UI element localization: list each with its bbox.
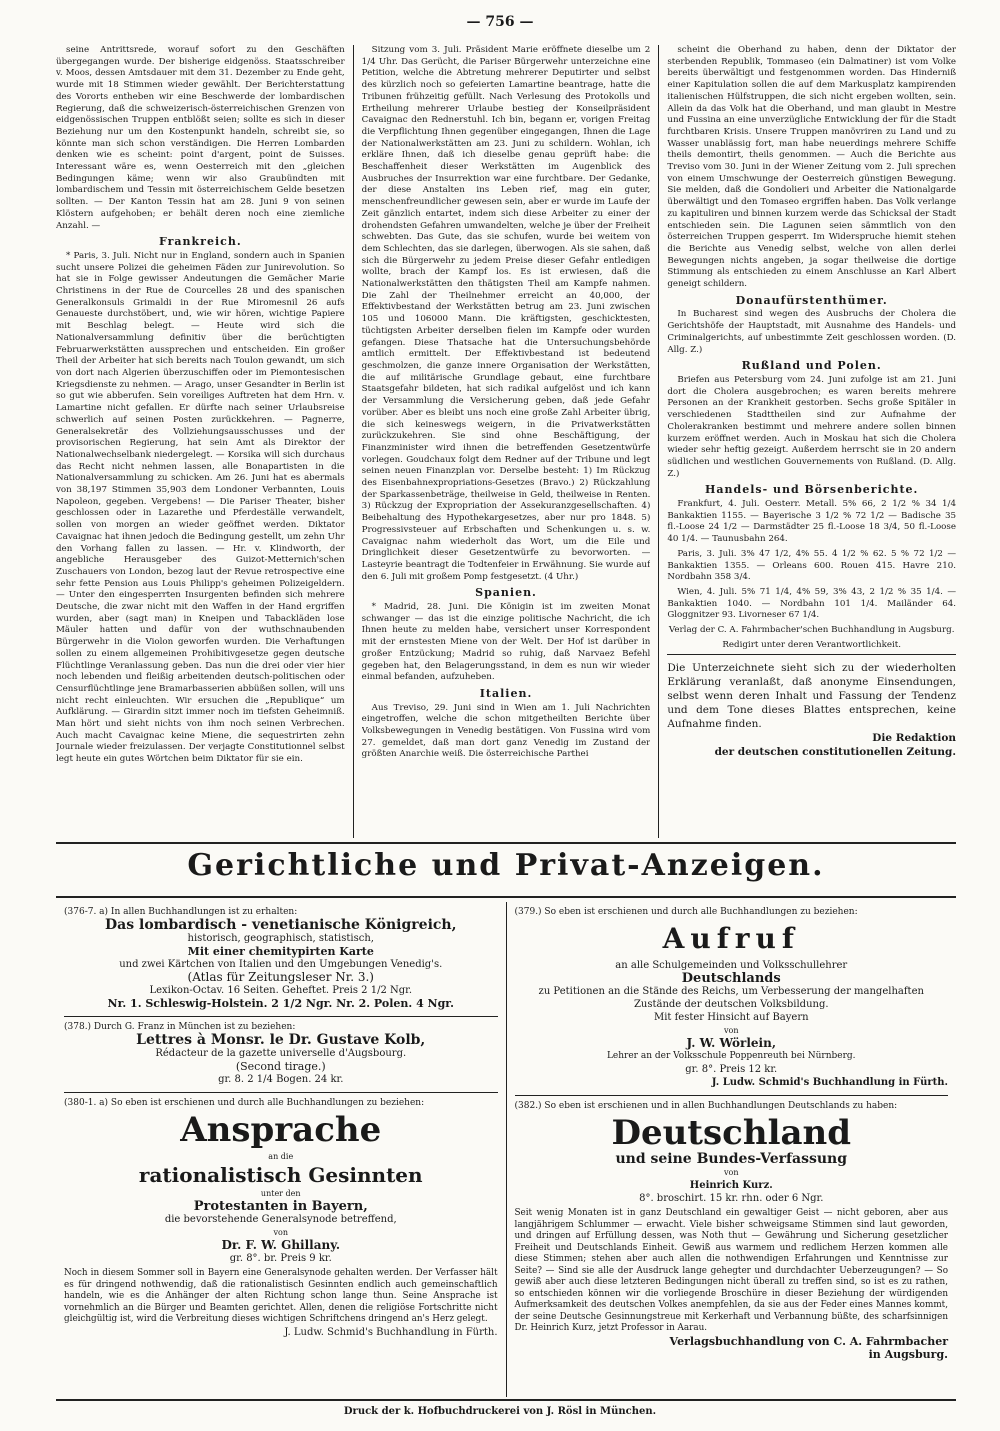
editor-line: Redigirt unter deren Verantwortlichkeit. [722, 639, 902, 650]
ad-ref: (378.) Durch G. Franz in München ist zu beziehen: [64, 1022, 296, 1032]
ad-line: (Second tirage.) [235, 1060, 326, 1073]
ad-author: J. W. Wörlein, [686, 1036, 777, 1050]
bucharest-article: In Bucharest sind wegen des Ausbruchs der Cholera die Gerichtshöfe der Hauptstadt, mit Ausnahme des Handels- und Criminalgerichts, auf unbestimmte Zeit geschlossen worden. (D. Allg. Z.) [667, 309, 957, 355]
notice-signature: Die Redaktion [872, 732, 957, 745]
ads-left-column [56, 902, 506, 1397]
heading-trade: Handels- und Börsenberichte. [704, 483, 919, 497]
ad-ref: (382.) So eben ist erschienen und in allen Buchhandlungen Deutschlands zu haben: [514, 1101, 898, 1111]
ad-line: Mit fester Hinsicht auf Bayern [653, 1012, 809, 1023]
ad-line: von [724, 1168, 739, 1177]
ad-title: Aufruf [662, 922, 800, 955]
ad-line: Lexikon-Octav. 16 Seiten. Geheftet. Preis 2 1/2 Ngr. [149, 985, 413, 996]
ads-right-column [506, 902, 957, 1397]
madrid-article: * Madrid, 28. Juni. Die Königin ist im zweiten Monat schwanger — das ist die einzige politische Nachricht, die ich Ihnen heute zu melden habe, versichert unser Korrespondent mit der ernstesten Miene von der Welt. Der Hof ist darüber in großer Entzückung; Madrid so ruhig, daß Narvaez Befehl gegeben hat, den Belagerungsstand, in dem es nun wir wieder einmal befanden, aufzuheben. [361, 602, 651, 683]
ad-ref: (380-1. a) So eben ist erschienen und durch alle Buchhandlungen zu beziehen: [64, 1098, 425, 1108]
editorial-notice [667, 654, 956, 759]
switzerland-article: seine Antrittsrede, worauf sofort zu den Geschäften übergegangen wurde. Der bisherige eidgenöss. Staatsschreiber v. Moos, dessen Amtsdauer mit dem 31. Dezember zu Ende geht, wurde mit 18 Stimmen wieder gewählt. Der Berichterstattung des Vororts entheben wir eine Beschwerde der lombardischen Regierung, daß die schweizerisch-österreichischen Grenzen von eidgenössischen Truppen entblößt seien; sollte es sich in dieser Beziehung nur um den Kostenpunkt handeln, schreibt sie, so könnte man sich schon verständigen. Die Herren Lombarden denken wie es scheint: point d'argent, point de Suisses. Interessant wäre es, wenn Oesterreich mit den „gleichen Bedingungen käme; wenn wir also Graubündten mit lombardischem und Tessin mit österreichischem Gelde besetzen sollten. — Der Kanton Tessin hat am 28. Juni 9 von seinen Klöstern aufgehoben; er behält deren noch eine ziemliche Anzahl. — [56, 45, 345, 231]
ad-line: (Atlas für Zeitungsleser Nr. 3.) [187, 970, 374, 984]
ad-line: an die [268, 1152, 294, 1161]
ad-body: Seit wenig Monaten ist in ganz Deutschland ein gewaltiger Geist — nicht geboren, aber aus langjährigem Schlummer — erwacht. Viele bisher schweigsame Stimmen sind laut geworden, und dringen auf Erfüllung dessen, was Noth thut — Gewährung und Sicherung gesetzlicher Freiheit und Deutschlands Einheit. Gewiß aus warmem und redlichem Herzen kommen alle diese Stimmen; stehen aber auch allen die nothwendigen Erfahrungen und Kenntnisse zur Seite? — Sind sie alle der Ausdruck lange gehegter und durchdachter Ueberzeugungen? — So gewiß aber auch diese letzteren Bedingungen nicht überall zu treffen sind, so ist es zu rathen, so entschieden können wir die vorliegende Broschüre in dieser Beziehung der würdigenden Aufmerksamkeit des deutschen Volkes anempfehlen, da sie aus der Feder eines Mannes kommt, der seine Deutsche Gesinnungstreue mit Kerkerhaft und Verbannung büßte, des scharfsinnigen Dr. Heinrich Kurz, jetzt Professor in Aarau. [514, 1208, 948, 1333]
ad-line: Protestanten in Bayern, [193, 1199, 368, 1214]
column-1 [56, 45, 345, 838]
petersburg-article: Briefen aus Petersburg vom 24. Juni zufolge ist am 21. Juni dort die Cholera ausgebrochen; es waren bereits mehrere Personen an der Krankheit gestorben. Sechs große Spitäler in verschiedenen Stadttheilen sind zur Aufnahme der Cholerakranken bestimmt und mehrere andere sollen binnen kurzem eröffnet werden. Auch in Moskau hat sich die Cholera wieder sehr heftig gezeigt. Außerdem herrscht sie in 20 andern südlichen und westlichen Gouvernements von Rußland. (D. Allg. Z.) [667, 374, 957, 479]
heading-spain: Spanien. [475, 586, 537, 600]
vienna-quotes: Wien, 4. Juli. 5% 71 1/4, 4% 59, 3% 43, 2 1/2 % 35 1/4. — Bankaktien 1040. — Nordbahn 101 1/4. Mailänder 64. Gloggnitzer 93. Livorneser 67 1/4. [667, 586, 957, 621]
ad-line: die bevorstehende Generalsynode betreffend, [164, 1214, 397, 1225]
heading-france: Frankreich. [159, 235, 242, 249]
ads-banner: Gerichtliche und Privat-Anzeigen. [187, 848, 825, 883]
ad-379 [515, 902, 949, 1095]
ad-380 [64, 1092, 498, 1345]
ad-line: Lehrer an der Volksschule Poppenreuth bei Nürnberg. [606, 1051, 856, 1061]
ad-line: historisch, geographisch, statistisch, [187, 933, 374, 944]
notice-text: Die Unterzeichnete sieht sich zu der wiederholten Erklärung veranlaßt, daß anonyme Einsendungen, selbst wenn deren Inhalt und Fassung der Tendenz und dem Tone dieses Blattes entsprechen, keine Aufnahme finden. [667, 662, 957, 731]
ad-title: Deutschland [611, 1113, 852, 1153]
ad-title: Das lombardisch - venetianische Königreich, [105, 917, 457, 933]
ad-line: Mit einer chemitypirten Karte [187, 945, 374, 958]
frankfurt-quotes: Frankfurt, 4. Juli. Oesterr. Metall. 5% 66, 2 1/2 % 34 1/4 Bankaktien 1155. — Bayerische 3 1/2 % 72 1/2 — Badische 35 fl.-Loose 24 1/2 — Darmstädter 25 fl.-Loose 18 3/4, 50 fl.-Loose 40 1/4. — Taunusbahn 264. [667, 499, 957, 545]
treviso-article: Aus Treviso, 29. Juni sind in Wien am 1. Juli Nachrichten eingetroffen, welche die schon mitgetheilten Berichte über Volksbewegungen in Venedig bestätigen. Von Fussina wird vom 27. gemeldet, daß man dort ganz Venedig im Zustand der größten Anarchie weiß. Die österreichische Parthei [361, 702, 651, 760]
ad-line: 8°. broschirt. 15 kr. rhn. oder 6 Ngr. [639, 1193, 824, 1204]
ad-ref: (379.) So eben ist erschienen und durch alle Buchhandlungen zu beziehen: [514, 907, 858, 917]
ad-title-2: rationalistisch Gesinnten [138, 1163, 423, 1187]
ad-ref: (376-7. a) In allen Buchhandlungen ist zu erhalten: [64, 907, 298, 917]
ads-section [56, 902, 956, 1397]
section-rule [56, 842, 956, 844]
paris-article: * Paris, 3. Juli. Nicht nur in England, sondern auch in Spanien sucht unsere Polizei die geheimen Fäden zur Junirevolution. So hat sie in Folge gewisser Andeutungen die Gemächer Marie Christinens in der Rue de Courcelles 28 und des spanischen Generalkonsuls Grimaldi in der Rue Miromesnil 26 aufs Genaueste durchstöbert, und, wie wir hören, wichtige Papiere mit Beschlag belegt. — Heute wird sich die Nationalversammlung definitiv über die berüchtigten Februarwerkstätten aussprechen und entscheiden. Ein großer Theil der Arbeiter hat sich bereits nach Toulon gewandt, um sich von dort nach Algerien überzuschiffen oder im Piemontesischen Kriegsdienste zu nehmen. — Arago, unser Gesandter in Berlin ist so gut wie abberufen. Sein voreiliges Auftreten hat dem Hrn. v. Lamartine nicht gefallen. Er dürfte nach seiner Urlaubsreise schwerlich auf seinen Posten zurückkehren. — Pagnerre, Generalsekretär des Vollziehungsausschusses und der provisorischen Regierung, hat sein Amt als Direktor der Nationalwechselbank niedergelegt. — Korsika will sich durchaus das Recht nicht nehmen lassen, alle Bonapartisten in die Nationalversammlung zu schicken. Am 26. Juni hat es abermals von 38,197 Stimmen 35,903 dem Londoner Verbannten, Louis Napoleon, gegeben. Vergebens! — Die Pariser Theater, bisher geschlossen oder in Lazarethe und Pferdeställe verwandelt, sollen von morgen an wieder geöffnet werden. Diktator Cavaignac hat ihnen jedoch die Bedingung gestellt, um zehn Uhr den Vorhang fallen zu lassen. — Hr. v. Klindworth, der angebliche Herausgeber des Guizot-Metternich'schen Zuschauers von London, bezog laut der Revue retrospective eine sehr fette Pension aus Louis Philipp's geheimen Polizeigeldern. — Unter den eingesperrten Insurgenten befinden sich mehrere Deutsche, die zwar nicht mit den Waffen in der Hand ergriffen wurden, aber (sagt man) in Kneipen und Tabackläden lose Mäuler hatten und dafür von der wuthschnaubenden Bürgerwehr in die Violon geworfen wurden. Die Verhaftungen sollen zu einem allgemeinen Prohibitivgesetze gegen deutsche Flüchtlinge Veranlassung geben. Das nun die drei oder vier hier noch lebenden und fleißig arbeitenden deutsch-politischen oder Censurflüchtlinge jene Bramarbasserien abbüßen sollen, will uns nicht recht einleuchten. Wir ersuchen die „Republique“ um Aufklärung. — Girardin sitzt immer noch im tiefsten Geheimniß. Man hört und sieht nichts von ihm noch seinen Verbrechen. Auch macht Cavaignac keine Miene, die sequestrirten zehn Journale wieder freizulassen. Der verjagte Constitutionnel selbst legt heute ein gutes Wörtchen beim Diktator für sie ein. [56, 250, 345, 765]
printer-footer: Druck der k. Hofbuchdruckerei von J. Rösl in München. [343, 1406, 657, 1417]
ad-376 [64, 902, 498, 1016]
page-number: — 756 — [466, 14, 534, 30]
venice-article: scheint die Oberhand zu haben, denn der Diktator der sterbenden Republik, Tommaseo (ein Dalmatiner) ist vom Volke bereits überwältigt und festgenommen worden. Das Hinderniß einer Kapitulation sollen die auf dem Markusplatz kampirenden italienischen Hülfstruppen, die sich nicht ergeben wollten, sein. Allein da das Volk hat die Oberhand, und man glaubt in Mestre und Fussina an eine unverzügliche Entwicklung der für die Stadt furchtbaren Krisis. Unsere Truppen manövriren zu Land und zu Wasser unablässig fort, man habe neuerdings mehrere Schiffe theils demontirt, theils genommen. — Auch die Berichte aus Treviso vom 30. Juni in der Wiener Zeitung vom 2. Juli sprechen von einem Umschwunge der Oesterreich günstigen Bewegung. Sie melden, daß die Gondolieri und Arbeiter die Nationalgarde überwältigt und den Tomaseo ergriffen haben. Das Volk verlange zu kapituliren und binnen kurzem werde das Schicksal der Stadt entschieden sein. Die Lagunen seien sämmtlich von den österreichen Truppen gesperrt. Im Widerspruche hiemit stehen die Berichte aus Venedig selbst, welche von allen derlei Bewegungen nichts angeben, ja sogar theilweise die dortige Stimmung als entschieden zu einem Anschlusse an Karl Albert geneigt schildern. [667, 45, 957, 290]
ad-line: unter den [260, 1189, 301, 1198]
ad-line: und zwei Kärtchen von Italien und den Umgebungen Venedig's. [119, 959, 443, 970]
ad-signature: J. Ludw. Schmid's Buchhandlung in Fürth. [284, 1326, 498, 1338]
ad-line: an alle Schulgemeinden und Volksschullehrer [615, 960, 848, 971]
news-columns [56, 45, 956, 838]
ad-author: Dr. F. W. Ghillany. [221, 1238, 341, 1252]
ad-body: Noch in diesem Sommer soll in Bayern eine Generalsynode gehalten werden. Der Verfasser hält es für dringend nothwendig, daß die rationalistisch Gesinnten endlich auch gemeinschaftlich handeln, wie es die Anhänger der alten Richtung schon lange thun. Seine Ansprache ist vornehmlich an die Bürger und Beamten gerichtet. Allen, denen die religiöse Fortschritte nicht gleichgültig ist, wird die Verbreitung dieses wichtigen Schriftchens dringend an's Herz gelegt. [64, 1268, 498, 1324]
section-rule [56, 896, 956, 898]
heading-danube: Donaufürstenthümer. [735, 293, 888, 307]
ad-line: Deutschlands [681, 971, 781, 986]
ad-line: gr. 8°. Preis 12 kr. [685, 1064, 778, 1075]
ad-signature: J. Ludw. Schmid's Buchhandlung in Fürth. [711, 1077, 948, 1088]
ad-line: Nr. 1. Schleswig-Holstein. 2 1/2 Ngr. Nr. 2. Polen. 4 Ngr. [107, 997, 454, 1010]
publisher-line: Verlag der C. A. Fahrmbacher'schen Buchhandlung in Augsburg. [668, 625, 955, 636]
column-2 [362, 45, 651, 838]
paris-quotes: Paris, 3. Juli. 3% 47 1/2, 4% 55. 4 1/2 % 62. 5 % 72 1/2 — Bankaktien 1355. — Orleans 600. Rouen 415. Havre 210. Nordbahn 358 3/4. [667, 548, 957, 583]
ad-author: Heinrich Kurz. [689, 1180, 773, 1191]
ad-title: Ansprache [180, 1110, 382, 1150]
column-divider [658, 45, 659, 838]
ad-382 [515, 1095, 949, 1367]
ad-line: zu Petitionen an die Stände des Reichs, um Verbesserung der mangelhaften Zustände der deutschen Volksbildung. [538, 986, 924, 1010]
ad-378 [64, 1016, 498, 1092]
ad-line: Rédacteur de la gazette universelle d'Augsbourg. [155, 1048, 407, 1059]
ad-line: gr. 8°. br. Preis 9 kr. [229, 1253, 332, 1264]
column-divider [353, 45, 354, 838]
heading-italy: Italien. [479, 686, 533, 700]
ad-line: von [273, 1228, 288, 1237]
notice-signature-paper: der deutschen constitutionellen Zeitung. [714, 746, 957, 759]
ad-title: Lettres à Monsr. le Dr. Gustave Kolb, [136, 1032, 426, 1048]
column-3 [667, 45, 956, 838]
ad-signature-city: in Augsburg. [868, 1347, 948, 1361]
assembly-session-article: Sitzung vom 3. Juli. Präsident Marie eröffnete dieselbe um 2 1/4 Uhr. Das Gerücht, die Pariser Bürgerwehr unterzeichne eine Petition, welche die Abtretung mehrerer Deputirter und selbst des kürzlich noch so gefeierten Lamartine beantrage, hatte die Tribunen frühzeitig gefüllt. Nach Verlesung des Protokolls und Ertheilung mehrerer Urlaube bestieg der Konseilpräsident Cavaignac den Rednerstuhl. Ich bin, begann er, vorigen Freitag die Verpflichtung Ihnen gegenüber eingegangen, Ihnen die Lage der Nationalwerkstätten am 23. Juni zu schildern. Wohlan, ich erkläre Ihnen, daß ich dieselbe genau geprüft habe: die Beschaffenheit dieser Werkstätten im Augenblick des Ausbruches der Insurrektion war eine furchtbare. Der Gedanke, der diese Anstalten ins Leben rief, mag ein guter, menschenfreundlicher gewesen sein, aber er wurde im Laufe der Zeit gänzlich entartet, indem sich diese Arbeiter zu einer der drohendsten Gefahren umwandelten, welche je über der Freiheit schwebten. Das Gute, das sie schufen, wurde bei weitem von dem Schlechten, das sie darlegen, überwogen. Als sie sahen, daß sich die Bürgerwehr zu jedem Preise dieser Gefahr entledigen wollte, brach der Kampf los. Es ist erwiesen, daß die Nationalwerkstätten den thätigsten Theil am Kampfe nahmen. Die Zahl der Theilnehmer erreicht an 40,000, der Effektivbestand der Werkstätten betrug am 23. Juni zwischen 105 und 106000 Mann. Die kräftigsten, geschicktesten, tüchtigsten Arbeiter derselben fielen im Kampfe oder wurden gefangen. Diese Thatsache hat die Untersuchungsbehörde amtlich ermittelt. Der Effektivbestand ist bedeutend geschmolzen, die ganze innere Organisation der Werkstätten, die auf militärische Grundlage gebaut, eine furchtbare Staatsgefahr bildeten, hat sich radikal aufgelöst und ich kann der Versammlung die Versicherung geben, daß jede Gefahr vorüber. Aber es bleibt uns noch eine große Zahl Arbeiter übrig, die sich keineswegs weigern, in die Privatwerkstätten zurückzukehren. Sie sind ohne Beschäftigung, der Finanzminister wird ihnen die betreffenden Gesetzentwürfe vorlegen. Goudchaux folgt dem Redner auf der Tribune und legt seinen neuen Finanzplan vor. Derselbe besteht: 1) Im Rückzug des Eisenbahnexpropriations-Gesetzes (Bravo.) 2) Rückzahlung der Sparkassenbeträge, theilweise in Geld, theilweise in Renten. 3) Rückzug der Expropriation der Assekuranzgesellschaften. 4) Beibehaltung des Hypothekargesetzes, aber nur pro 1848. 5) Progressivsteuer auf Erbschaften und Schenkungen u. s. w. Cavaignac nahm wiederholt das Wort, um die Eile und Dringlichkeit dieser Gesetzentwürfe zu bevorworten. — Lasteyrie beantragt die Todtenfeier in Erwähnung. Sie wurde auf den 6. Juli mit großem Pomp festgesetzt. (4 Uhr.) [361, 45, 651, 582]
section-rule [56, 1399, 956, 1401]
heading-russia: Rußland und Polen. [741, 359, 882, 373]
ad-signature: Verlagsbuchhandlung von C. A. Fahrmbacher [669, 1334, 948, 1348]
ad-line: gr. 8. 2 1/4 Bogen. 24 kr. [218, 1074, 344, 1085]
ad-subtitle: und seine Bundes-Verfassung [615, 1151, 847, 1167]
ad-line: von [724, 1026, 739, 1035]
